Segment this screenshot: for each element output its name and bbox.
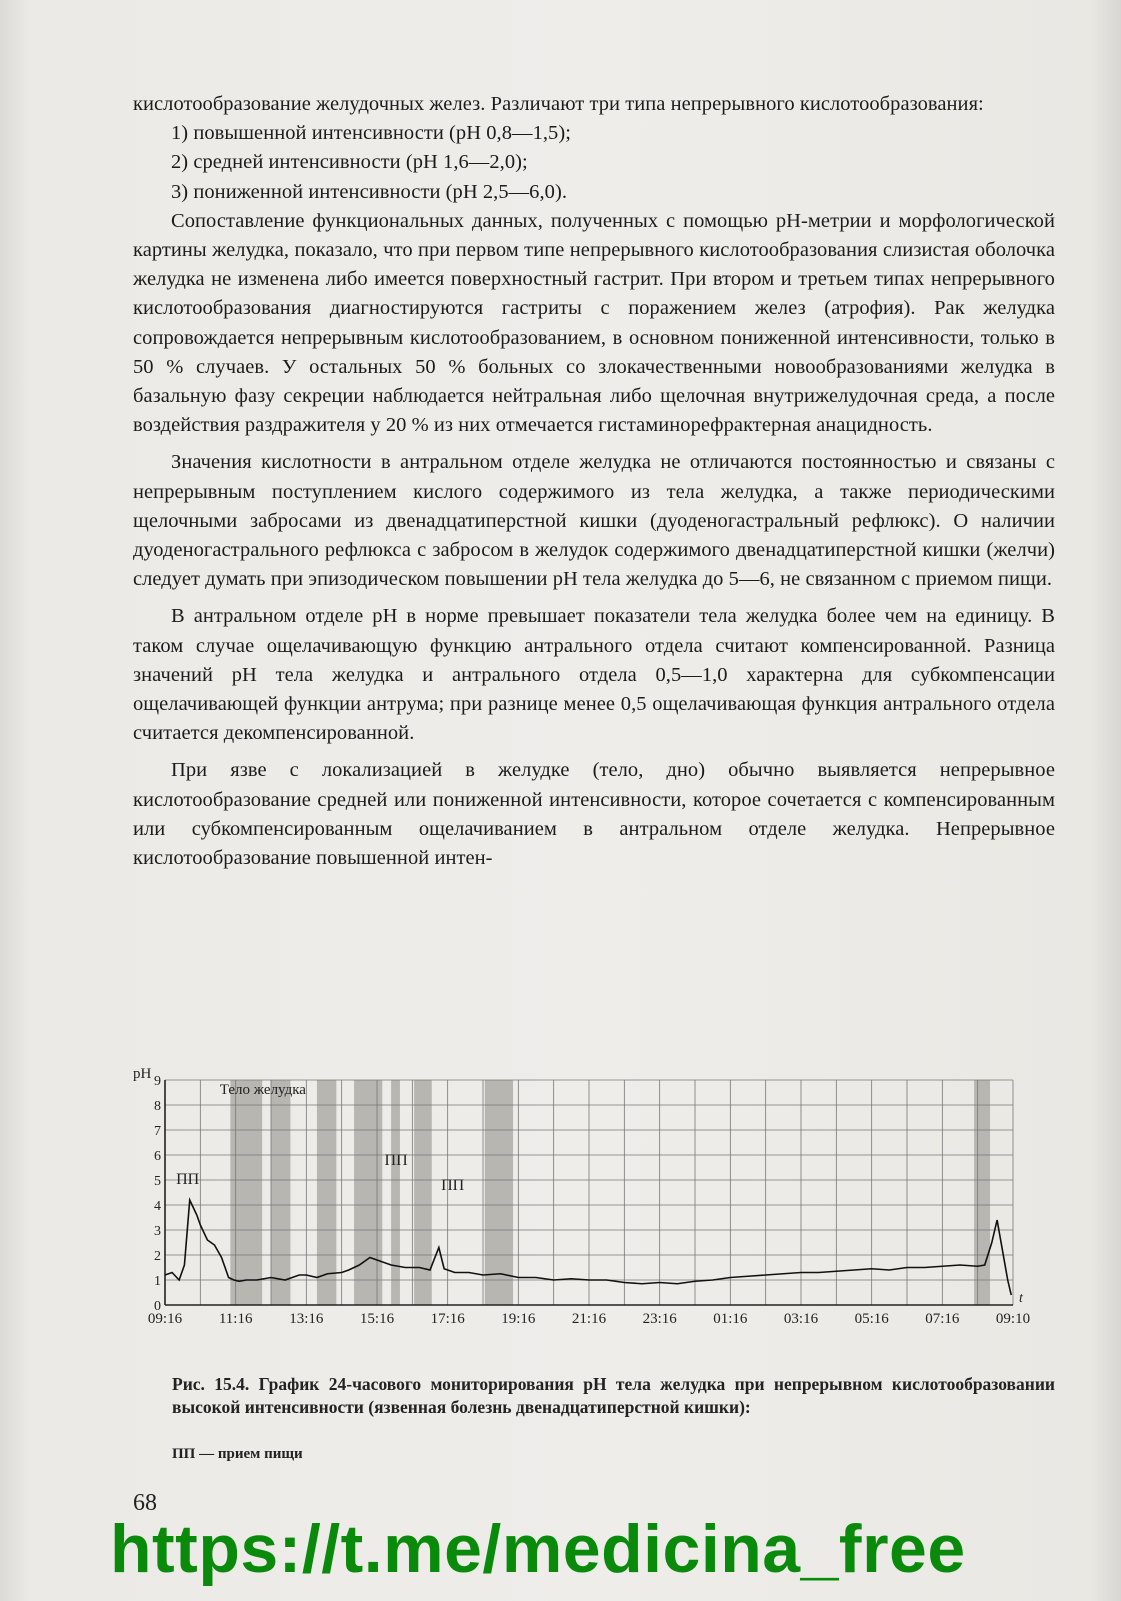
list-item: 2) средней интенсивности (pH 1,6—2,0); [171, 151, 528, 174]
x-tick-label: 15:16 [359, 1311, 395, 1327]
meal-label: ПП [176, 1170, 200, 1188]
list-item: 3) пониженной интенсивности (pH 2,5—6,0). [171, 180, 568, 203]
y-tick-label: 9 [154, 1074, 161, 1089]
paragraph-ulcer: При язве с локализацией в желудке (тело, дно) обычно выявляется непрерывное кислотообразование средней или пониженной интенсивности, которое сочетается с компенсированным или субкомпенсированным ощелачиванием в антральном отделе желудка. Непрерывное кислотообразование повышенной интен- [133, 759, 1055, 870]
x-tick-label: 05:16 [854, 1311, 889, 1327]
shaded-band [974, 1080, 990, 1305]
paragraph-comparison: Сопоставление функциональных данных, полученных с помощью pH-метрии и морфологической картины желудка, показало, что при первом типе непрерывного кислотообразования слизистая оболочка желудка не изменена либо имеется поверхностный гастрит. При втором и третьем типах непрерывного кислотообразования диагностируются гастриты с поражением желез (атрофия). Рак желудка сопровождается непрерывным кислотообразованием, в основном пониженной интенсивности, только в 50 % случаев. У остальных 50 % больных со злокачественными новообразованиями желудка в базальную фазу секреции наблюдается нейтральная либо щелочная внутрижелудочная среда, а после воздействия раздражителя у 20 % из них отмечается гистаминорефрактерная анацидность. [133, 209, 1055, 437]
shaded-band [230, 1080, 262, 1305]
ph-chart [133, 1068, 1055, 1358]
y-tick-label: 6 [154, 1149, 161, 1164]
ph-monitoring-figure [133, 1068, 1055, 1358]
meal-label: ПП [441, 1177, 465, 1194]
shaded-band [354, 1080, 382, 1305]
y-axis-label: pH [133, 1068, 152, 1082]
acid-type-list [133, 119, 1055, 207]
x-tick-label: 09:10 [995, 1311, 1031, 1327]
x-tick-label: 01:16 [713, 1311, 748, 1327]
figure-caption: Рис. 15.4. График 24-часового мониторирования pH тела желудка при непрерывном кислотообразовании высокой интенсивности (язвенная болезнь двенадцатиперстной кишки): [172, 1374, 1055, 1417]
paragraph-intro: кислотообразование желудочных желез. Различают три типа непрерывного кислотообразования: [133, 93, 984, 115]
shaded-band [485, 1080, 513, 1305]
shaded-band [414, 1080, 432, 1305]
x-axis-end-label: t [1019, 1291, 1023, 1306]
meal-label: ПП [384, 1152, 408, 1169]
y-tick-label: 0 [154, 1299, 161, 1314]
caption-note: ПП — прием пищи [172, 1446, 303, 1462]
x-tick-label: 07:16 [925, 1311, 960, 1327]
paragraph-antral: Значения кислотности в антральном отделе желудка не отличаются постоянностью и связаны с непрерывным поступлением кислого содержимого из тела желудка, а также периодическими щелочными забросами из двенадцатиперстной кишки (дуоденогастральный рефлюкс). О наличии дуоденогастрального рефлюкса с забросом в желудок содержимого двенадцатиперстной кишки (желчи) следует думать при эпизодическом повышении pH тела желудка до 5—6, не связанном с приемом пищи. [133, 451, 1055, 591]
y-tick-label: 1 [154, 1274, 161, 1289]
x-tick-label: 19:16 [501, 1311, 536, 1327]
shaded-band [391, 1080, 400, 1305]
y-tick-label: 7 [154, 1124, 161, 1139]
shaded-band [317, 1080, 336, 1305]
list-item: 1) повышенной интенсивности (pH 0,8—1,5); [171, 122, 571, 145]
paragraph-norm: В антральном отделе pH в норме превышает показатели тела желудка более чем на единицу. В таком случае ощелачивающую функцию антрального отдела считают компенсированной. Разница значений pH тела желудка и антрального отдела 0,5—1,0 характерна для субкомпенсации ощелачивающей функции антрума; при разнице менее 0,5 ощелачивающая функция антрального отдела считается декомпенсированной. [133, 605, 1055, 745]
chart-title: Тело желудка [219, 1082, 306, 1098]
x-tick-label: 23:16 [642, 1311, 677, 1327]
y-tick-label: 4 [154, 1199, 161, 1214]
x-tick-label: 03:16 [783, 1311, 819, 1327]
x-tick-label: 09:16 [147, 1311, 183, 1327]
y-tick-label: 8 [154, 1099, 161, 1114]
x-tick-label: 21:16 [571, 1311, 607, 1327]
ph-series-line [165, 1200, 1011, 1295]
x-tick-label: 17:16 [430, 1311, 465, 1327]
page-number: 68 [133, 1490, 157, 1516]
x-tick-label: 13:16 [289, 1311, 324, 1327]
y-tick-label: 2 [154, 1249, 161, 1264]
y-tick-label: 5 [154, 1174, 161, 1189]
watermark-link[interactable]: https://t.me/medicina_free [110, 1511, 966, 1587]
y-tick-label: 3 [154, 1224, 161, 1239]
shaded-band [271, 1080, 290, 1305]
x-tick-label: 11:16 [218, 1311, 253, 1327]
body-text [133, 90, 1055, 873]
